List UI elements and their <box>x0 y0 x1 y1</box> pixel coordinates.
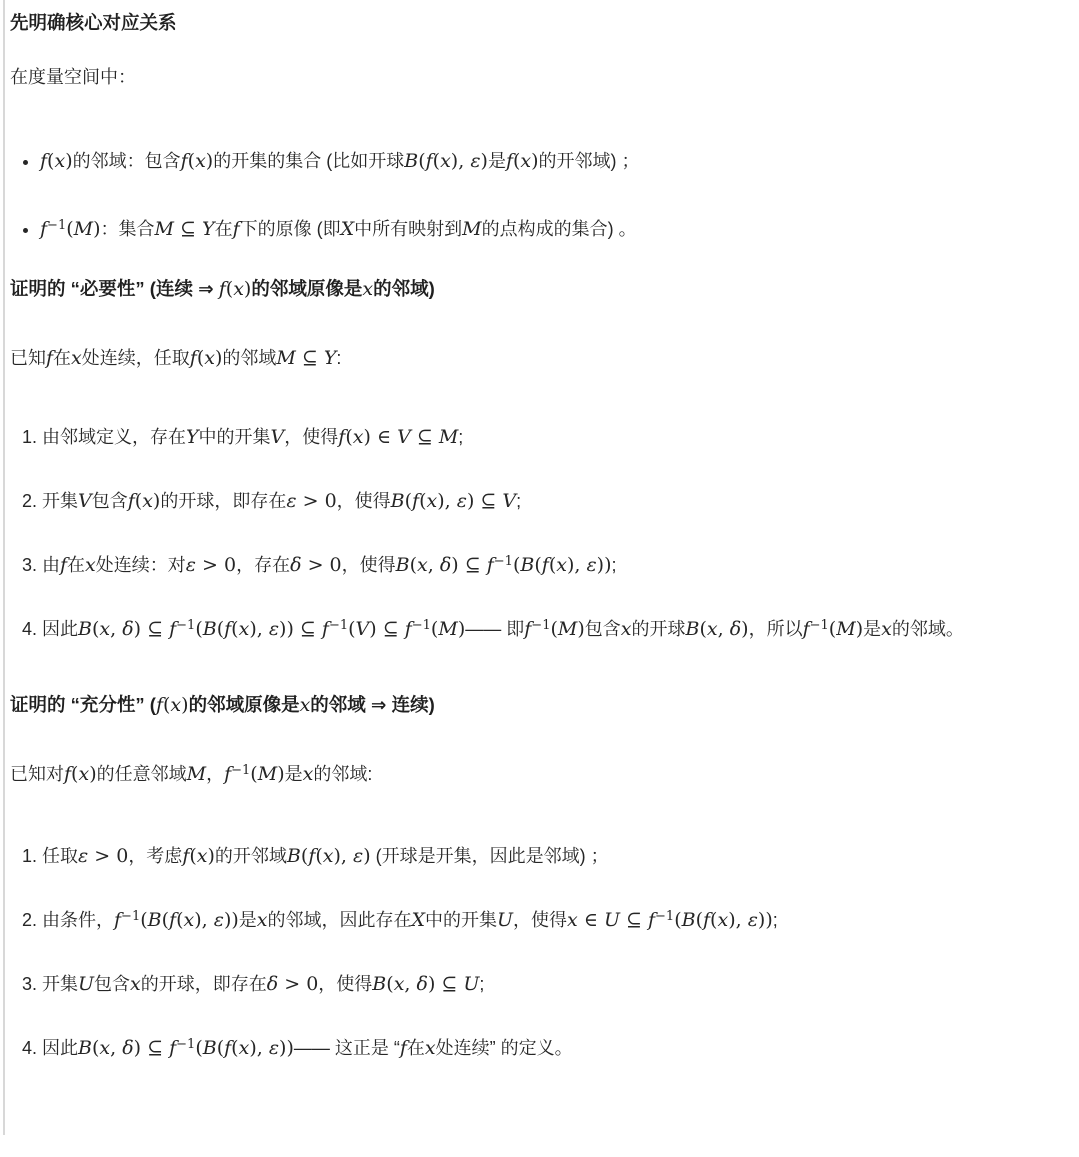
sufficiency-step-3: 3. 开集U包含x的开球，即存在δ > 0，使得B(x, δ) ⊆ U; <box>42 965 1059 1003</box>
inline-math: f(x) ∈ V ⊆ M <box>338 425 459 448</box>
inline-math: x <box>130 973 141 996</box>
inline-math: $f^{-1}(M)$ <box>524 617 585 640</box>
inline-math: B(x, δ) ⊆ $f^{-1}(B(f(x)$, ε)) <box>395 553 612 576</box>
inline-math: x <box>881 617 892 640</box>
inline-math: x <box>620 617 632 640</box>
heading-necessity: 证明的 “必要性” (连续 ⇒ f(x)的邻域原像是x的邻域) <box>10 277 435 300</box>
inline-math: f(x) <box>40 149 73 172</box>
sufficiency-step-2: 2. 由条件，$f^{-1}(B(f(x)$, ε))是x的邻域，因此存在X中的开集U，使得x ∈ U ⊆ $f^{-1}(B(f(x)$, ε)); <box>42 901 1059 939</box>
inline-math: V <box>78 489 92 512</box>
inline-math: B(f(x), ε) ⊆ V <box>390 489 517 512</box>
inline-math: B(x, δ) <box>685 617 749 640</box>
inline-math: ε > 0 <box>286 489 337 512</box>
inline-math: X <box>411 909 426 932</box>
inline-math: x <box>424 1037 436 1060</box>
inline-math: f(x) <box>505 149 539 172</box>
inline-math: M ⊆ Y <box>154 217 215 240</box>
inline-math: Y <box>186 425 199 448</box>
inline-math: B(f(x), ε) <box>286 845 371 868</box>
inline-math: ε > 0 <box>78 845 129 868</box>
inline-math: f(x) <box>127 489 161 512</box>
left-rule <box>3 0 5 1135</box>
inline-math: B(x, δ) ⊆ $f^{-1}(B(f(x)$, ε)) <box>78 1037 294 1060</box>
inline-math: B(x, δ) ⊆ U <box>372 973 480 996</box>
necessity-step-3: 3. 由f在x处连续：对ε > 0，存在δ > 0，使得B(x, δ) ⊆ $f^{-1}(B(f(x)$, ε)); <box>42 546 1059 584</box>
inline-math: f <box>46 347 54 370</box>
sufficiency-premise: 已知对f(x)的任意邻域M，$f^{-1}(M)$是x的邻域: <box>10 763 373 786</box>
inline-math: f <box>399 1037 407 1060</box>
inline-math: $f^{-1}(M)$ <box>802 617 864 640</box>
inline-math: M <box>462 217 482 240</box>
inline-math: $f^{-1}(M)$ <box>224 763 285 786</box>
inline-math: f(x) <box>218 277 252 300</box>
inline-math: f(x) <box>182 845 215 868</box>
inline-math: x <box>256 909 268 932</box>
inline-math: δ > 0 <box>266 973 319 996</box>
inline-math: δ > 0 <box>290 553 342 576</box>
necessity-step-2: 2. 开集V包含f(x)的开球，即存在ε > 0，使得B(f(x), ε) ⊆ V; <box>42 482 1059 520</box>
inline-math: X <box>340 217 355 240</box>
inline-math: f(x) <box>180 149 214 172</box>
sufficiency-step-1: 1. 任取ε > 0，考虑f(x)的开邻域B(f(x), ε) (开球是开集，因此是邻域) ； <box>42 837 1059 875</box>
definitions-list <box>10 142 1059 248</box>
inline-math: U <box>497 909 514 932</box>
necessity-step-1: 1. 由邻域定义，存在Y中的开集V，使得f(x) ∈ V ⊆ M; <box>42 418 1059 456</box>
inline-math: f(x) <box>64 763 97 786</box>
definition-item-preimage: • $f^{-1}(M)$：集合M ⊆ Y在f下的原像 (即X中所有映射到M的点构成的集合) 。 <box>40 210 1059 248</box>
inline-math: x <box>71 347 82 370</box>
heading-core-correspondence: 先明确核心对应关系 <box>10 12 177 33</box>
inline-math: ε > 0 <box>185 553 237 576</box>
inline-math: $f^{-1}(B(f(x)$, ε)) <box>114 909 239 932</box>
inline-math: f <box>232 217 240 240</box>
inline-math: x <box>302 763 314 786</box>
necessity-step-4: 4. 因此B(x, δ) ⊆ $f^{-1}(B(f(x)$, ε)) ⊆ $f^{-1}(V)$ ⊆ $f^{-1}(M)——$ 即$f^{-1}(M)$包含x的开球B(x, δ)，所以$f^{-1}(M)$是x的邻域。 <box>42 610 1059 648</box>
definition-item-neighborhood: • f(x)的邻域：包含f(x)的开集的集合 (比如开球B(f(x), ε)是f(x)的开邻域) ； <box>40 142 1059 180</box>
inline-math: x <box>85 553 96 576</box>
inline-math: U <box>78 973 95 996</box>
heading-sufficiency: 证明的 “充分性” (f(x)的邻域原像是x的邻域 ⇒ 连续) <box>10 693 435 716</box>
necessity-premise: 已知f在x处连续，任取f(x)的邻域M ⊆ Y: <box>10 347 342 370</box>
inline-math: $f^{-1}(M)$ <box>40 217 101 240</box>
inline-math: f <box>60 553 68 576</box>
inline-math: f(x) <box>155 693 189 716</box>
inline-math: B(f(x), ε) <box>404 149 488 172</box>
inline-math: x <box>299 693 311 716</box>
inline-math: x ∈ U ⊆ $f^{-1}(B(f(x)$, ε)) <box>567 909 773 932</box>
inline-math: B(x, δ) ⊆ $f^{-1}(B(f(x)$, ε)) ⊆ $f^{-1}(V)$ ⊆ $f^{-1}(M)$ <box>78 617 466 640</box>
inline-math: M ⊆ Y <box>276 347 337 370</box>
sufficiency-step-4: 4. 因此B(x, δ) ⊆ $f^{-1}(B(f(x)$, ε))—— 这正是 “f在x处连续” 的定义。 <box>42 1029 1059 1067</box>
necessity-steps-list <box>10 418 1059 648</box>
intro-paragraph: 在度量空间中： <box>10 66 136 87</box>
sufficiency-steps-list <box>10 837 1059 1067</box>
inline-math: f(x) <box>189 347 223 370</box>
inline-math: x <box>362 277 374 300</box>
inline-math: V <box>270 425 285 448</box>
inline-math: M <box>186 763 207 786</box>
